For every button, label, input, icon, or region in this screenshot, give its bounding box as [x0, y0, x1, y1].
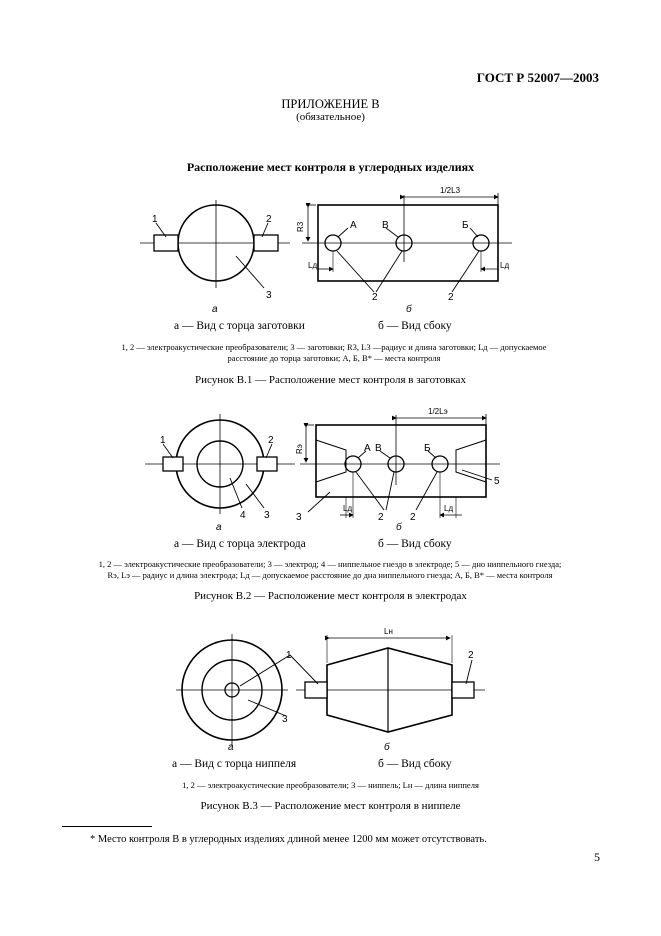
fig1-caption-b: б — Вид сбоку: [378, 320, 452, 332]
fig2-legend-line2: Rэ, Lэ — радиус и длина электрода; Lд — допускаемое расстояние до дна ниппельного гнезда; А, Б, В* — места контроля: [107, 570, 553, 580]
fig2-title: Рисунок В.2 — Расположение мест контроля в электродах: [194, 590, 467, 602]
fig1-label-2: 2: [266, 214, 272, 225]
fig1-transducer-1: [154, 235, 178, 251]
fig1-label-2c: 2: [448, 292, 454, 303]
fig2-transducer-2: [257, 457, 277, 471]
fig3-transducer-2: [452, 682, 474, 698]
fig1-point-b: Б: [462, 220, 469, 231]
fig3-end-view: [176, 634, 290, 746]
fig1-label-2b: 2: [372, 292, 378, 303]
fig2-label-a: а: [216, 522, 222, 533]
fig2-label-5: 5: [494, 476, 500, 487]
fig2-dim-ld-left: Lд: [343, 504, 353, 513]
fig2-dim-ld-right: Lд: [444, 504, 454, 513]
page-number: 5: [594, 850, 600, 864]
fig2-point-a: А: [364, 443, 371, 454]
fig1-dim-radius: R3: [296, 221, 305, 232]
fig3-label-3: 3: [282, 714, 288, 725]
fig1-transducer-2: [254, 235, 278, 251]
fig1-legend: 1, 2 — электроакустические преобразователи; 3 — заготовки; R3, L3 —радиус и длина заготовки; Lд — допускаемое расстояние до торца заготовки; А, Б, В* — места контроля: [121, 342, 547, 363]
appendix-title: ПРИЛОЖЕНИЕ В: [281, 97, 380, 111]
fig1-side-view: [302, 193, 512, 292]
fig3-label-2: 2: [468, 650, 474, 661]
fig2-side-view: [300, 414, 500, 518]
fig2-caption-a: а — Вид с торца электрода: [174, 538, 306, 550]
fig2-legend-line1: 1, 2 — электроакустические преобразователи; 3 — электрод; 4 — ниппельное гнездо в электроде; 5 — дно ниппельного гнезда;: [98, 559, 562, 569]
fig3-side-view: [290, 635, 485, 732]
fig2-label-4: 4: [240, 510, 246, 521]
fig3-caption-b: б — Вид сбоку: [378, 758, 452, 770]
fig3-label-1: 1: [286, 650, 292, 661]
fig1-title: Рисунок В.1 — Расположение мест контроля в заготовках: [195, 374, 466, 386]
fig2-dim-radius: Rэ: [295, 444, 304, 454]
fig2-end-view: [145, 414, 295, 514]
appendix-subtitle: (обязательное): [296, 111, 365, 123]
fig3-label-b: б: [384, 742, 390, 753]
fig1-label-b: б: [406, 304, 412, 315]
fig2-transducer-1: [163, 457, 183, 471]
fig1-point-a: А: [350, 220, 357, 231]
fig2-caption-b: б — Вид сбоку: [378, 538, 452, 550]
fig1-dim-ld-right: Lд: [500, 261, 510, 270]
fig2-label-1: 1: [160, 435, 166, 446]
fig1-label-3: 3: [266, 290, 272, 301]
fig3-caption-a: а — Вид с торца ниппеля: [172, 758, 297, 770]
fig2-point-b: Б: [424, 443, 431, 454]
fig1-dim-ld-left: Lд: [308, 261, 318, 270]
fig2-dim-half-length: 1/2Lэ: [428, 407, 448, 416]
section-title: Расположение мест контроля в углеродных изделиях: [186, 160, 475, 174]
fig2-label-2b: 2: [378, 512, 384, 523]
fig2-label-2c: 2: [410, 512, 416, 523]
fig1-point-v: В: [382, 220, 389, 231]
fig2-label-2: 2: [268, 435, 274, 446]
fig2-label-3: 3: [264, 510, 270, 521]
fig1-caption-a: а — Вид с торца заготовки: [174, 320, 305, 332]
fig1-label-1: 1: [152, 214, 158, 225]
fig2-point-v: В: [375, 443, 382, 454]
fig3-dim-length: Lн: [384, 627, 393, 636]
fig3-label-a: а: [228, 742, 234, 753]
fig2-label-b: б: [396, 522, 402, 533]
footnote: * Место контроля В в углеродных изделиях длиной менее 1200 мм может отсутствовать.: [90, 834, 487, 845]
fig1-dim-half-length: 1/2L3: [440, 186, 461, 195]
fig1-label-a: а: [212, 304, 218, 315]
fig3-transducer-1: [305, 682, 327, 698]
fig3-title: Рисунок В.3 — Расположение мест контроля в ниппеле: [200, 800, 461, 812]
document-number: ГОСТ Р 52007—2003: [476, 70, 599, 85]
fig2-label-3b: 3: [296, 512, 302, 523]
fig3-legend: 1, 2 — электроакустические преобразователи; 3 — ниппель; Lн — длина ниппеля: [182, 780, 479, 790]
